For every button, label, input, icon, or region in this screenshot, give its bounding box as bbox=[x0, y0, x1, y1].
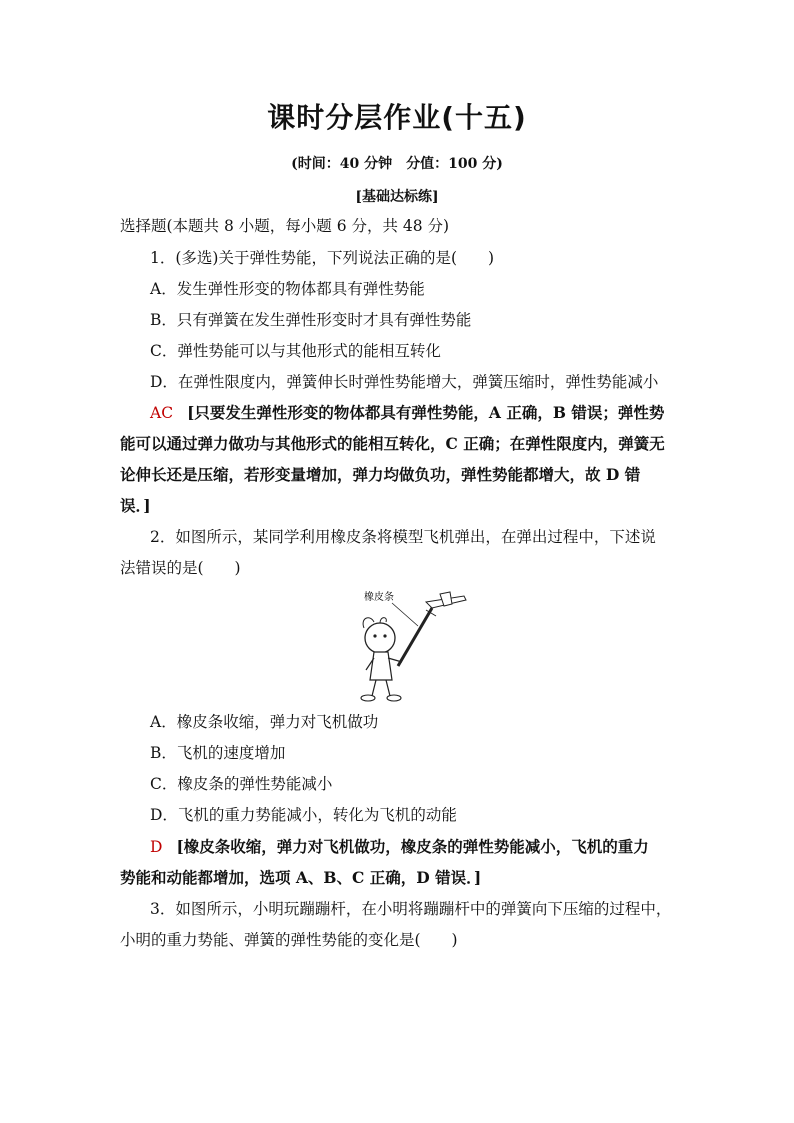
question-1-option-b: B．只有弹簧在发生弹性形变时才具有弹性势能 bbox=[150, 311, 472, 329]
question-2-option-c: C．橡皮条的弹性势能减小 bbox=[150, 775, 333, 793]
child-shoe bbox=[387, 695, 401, 701]
figure-illustration bbox=[340, 588, 480, 706]
child-head bbox=[365, 623, 395, 653]
figure-label-rubber-band: 橡皮条 bbox=[364, 592, 394, 603]
question-2-option-a: A．橡皮条收缩，弹力对飞机做功 bbox=[150, 713, 379, 731]
question-1-option-c: C．弹性势能可以与其他形式的能相互转化 bbox=[150, 342, 441, 360]
slingshot-plane-figure bbox=[340, 588, 480, 706]
question-1-option-d: D．在弹性限度内，弹簧伸长时弹性势能增大，弹簧压缩时，弹性势能减小 bbox=[150, 373, 659, 391]
question-3-stem-line: 小明的重力势能、弹簧的弹性势能的变化是( ) bbox=[120, 931, 458, 949]
question-1-stem: 1．(多选)关于弹性势能，下列说法正确的是( ) bbox=[150, 249, 495, 267]
question-1-answer-key: AC bbox=[150, 404, 174, 422]
section-intro: 选择题(本题共 8 小题，每小题 6 分，共 48 分) bbox=[120, 217, 450, 235]
page-title: 课时分层作业(十五) bbox=[267, 101, 527, 134]
question-1-explanation-line: 误．] bbox=[120, 496, 151, 515]
question-1-explanation-line: [只要发生弹性形变的物体都具有弹性势能，A 正确，B 错误；弹性势 bbox=[187, 403, 665, 422]
section-heading: [基础达标练] bbox=[355, 189, 439, 205]
slingshot-stick bbox=[398, 608, 432, 666]
label-pointer bbox=[392, 603, 418, 626]
question-2-stem-line: 2．如图所示，某同学利用橡皮条将模型飞机弹出，在弹出过程中，下述说 bbox=[150, 528, 656, 546]
question-2-explanation-line: [橡皮条收缩，弹力对飞机做功，橡皮条的弹性势能减小，飞机的重力 bbox=[176, 837, 649, 856]
child-shoe bbox=[361, 695, 375, 701]
question-3-stem-line: 3．如图所示，小明玩蹦蹦杆，在小明将蹦蹦杆中的弹簧向下压缩的过程中， bbox=[150, 900, 672, 918]
question-2-answer bbox=[150, 837, 649, 857]
question-2-answer-key: D bbox=[150, 838, 163, 856]
question-2-option-b: B．飞机的速度增加 bbox=[150, 744, 286, 762]
question-1-explanation-line: 能可以通过弹力做功与其他形式的能相互转化，C 正确；在弹性限度内，弹簧无 bbox=[120, 434, 665, 453]
child-body bbox=[370, 652, 392, 680]
question-2-explanation-line: 势能和动能都增加，选项 A、B、C 正确，D 错误．] bbox=[120, 868, 482, 887]
question-1-explanation-line: 论伸长还是压缩，若形变量增加，弹力均做负功，弹性势能都增大，故 D 错 bbox=[120, 465, 641, 484]
hair-curl bbox=[380, 618, 386, 623]
child-leg bbox=[372, 680, 376, 696]
question-1-answer bbox=[150, 403, 664, 423]
child-leg bbox=[386, 680, 390, 696]
child-eye bbox=[383, 634, 386, 637]
time-score-info: (时间：40 分钟 分值：100 分) bbox=[291, 156, 503, 172]
question-1-option-a: A．发生弹性形变的物体都具有弹性势能 bbox=[150, 280, 425, 298]
question-2-option-d: D．飞机的重力势能减小，转化为飞机的动能 bbox=[150, 806, 457, 824]
child-eye bbox=[373, 634, 376, 637]
question-2-stem-line: 法错误的是( ) bbox=[120, 559, 241, 577]
